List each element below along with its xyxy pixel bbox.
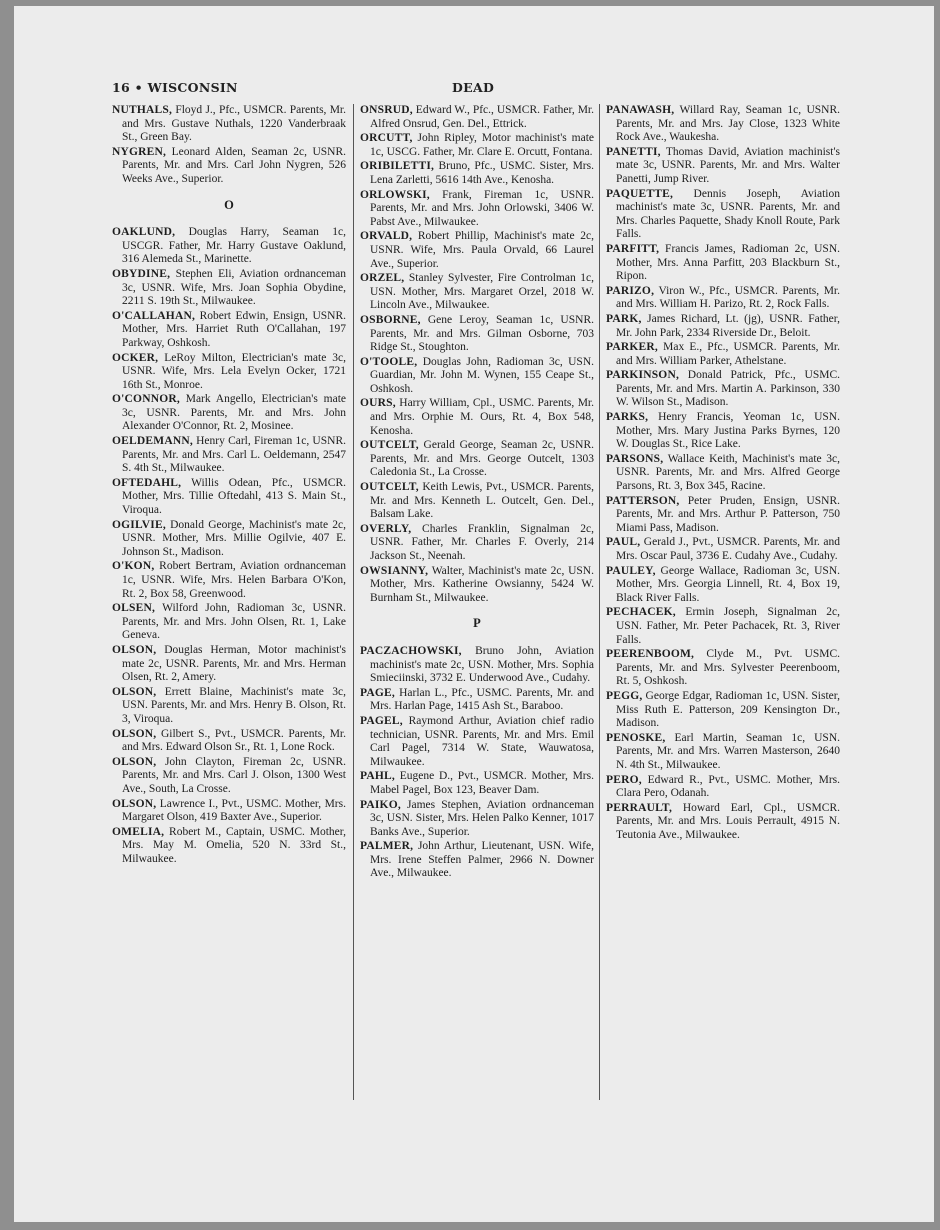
entry-details: Edward R., Pvt., USMC. Mother, Mrs. Clara Pero, Odanah.	[616, 773, 840, 800]
entry-surname: PANETTI,	[606, 145, 661, 158]
entry-details: Eugene D., Pvt., USMCR. Mother, Mrs. Mabel Pagel, Box 123, Beaver Dam.	[370, 770, 594, 796]
casualty-entry	[360, 840, 594, 881]
entry-details: Thomas David, Aviation machinist's mate 3c, USNR. Parents, Mr. and Mrs. Walter Panetti, Jump River.	[616, 145, 840, 185]
entry-details: Gilbert S., Pvt., USMCR. Parents, Mr. and Mrs. Edward Olson Sr., Rt. 1, Lone Rock.	[122, 727, 346, 754]
entry-details: George Wallace, Radioman 3c, USN. Mother, Mrs. Georgia Linnell, Rt. 4, Box 19, Black River Falls.	[616, 564, 840, 604]
entry-details: John Ripley, Motor machinist's mate 1c, USCG. Father, Mr. Clare E. Orcutt, Fontana.	[370, 132, 594, 158]
casualty-entry	[112, 826, 346, 867]
entry-details: Bruno John, Aviation machinist's mate 2c, USN. Mother, Mrs. Sophia Smieciinski, 3732 E. Underwood Ave., Cudahy.	[370, 644, 594, 685]
entry-details: Max E., Pfc., USMCR. Parents, Mr. and Mrs. William Parker, Athelstane.	[616, 341, 840, 367]
casualty-entry	[606, 648, 840, 689]
casualty-entry	[360, 160, 594, 187]
casualty-entry	[112, 686, 346, 727]
entry-surname: OLSEN,	[112, 602, 156, 615]
casualty-entry	[360, 230, 594, 271]
entry-surname: PAGEL,	[360, 714, 403, 727]
entry-surname: OMELIA,	[112, 825, 165, 838]
entry-surname: PARSONS,	[606, 452, 664, 465]
casualty-entry	[112, 798, 346, 825]
entry-details: Donald Patrick, Pfc., USMC. Parents, Mr. and Mrs. Martin A. Parkinson, 330 W. Wilson St., Madison.	[616, 369, 840, 409]
casualty-entry	[360, 356, 594, 397]
section-title: DEAD	[452, 80, 495, 95]
entry-details: LeRoy Milton, Electrician's mate 3c, USNR. Wife, Mrs. Lela Evelyn Ocker, 1721 16th St., Monroe.	[122, 351, 346, 391]
entry-details: Donald George, Machinist's mate 2c, USNR. Mother, Mrs. Millie Ogilvie, 407 E. Johnson St., Madison.	[122, 518, 346, 558]
state-name: WISCONSIN	[147, 80, 238, 95]
entry-surname: ORIBILETTI,	[360, 160, 435, 173]
casualty-entry	[606, 188, 840, 242]
entry-details: Ermin Joseph, Signalman 2c, USN. Father, Mr. Peter Pachacek, Rt. 3, River Falls.	[616, 606, 840, 646]
entry-details: George Edgar, Radioman 1c, USN. Sister, Miss Ruth E. Patterson, 209 Kensington Dr., Madison.	[616, 689, 840, 730]
entry-surname: ORCUTT,	[360, 132, 413, 145]
entry-surname: OWSIANNY,	[360, 564, 429, 577]
casualty-entry	[606, 495, 840, 536]
casualty-entry	[112, 104, 346, 145]
entry-details: John Clayton, Fireman 2c, USNR. Parents, Mr. and Mrs. Carl J. Olson, 1300 West Ave., South, La Crosse.	[122, 755, 346, 795]
page-header	[112, 80, 840, 98]
entry-surname: OAKLUND,	[112, 226, 176, 239]
casualty-entry	[112, 560, 346, 601]
entry-surname: OBYDINE,	[112, 267, 171, 280]
casualty-entry	[606, 536, 840, 563]
entry-surname: OLSON,	[112, 755, 157, 768]
entry-details: Mark Angello, Electrician's mate 3c, USNR. Parents, Mr. and Mrs. John Alexander O'Connor, Rt. 2, Mosinee.	[122, 393, 346, 433]
entry-surname: OVERLY,	[360, 522, 412, 535]
entry-surname: PARK,	[606, 312, 642, 325]
casualty-entry	[606, 565, 840, 606]
entry-details: Henry Francis, Yeoman 1c, USN. Mother, Mrs. Mary Justina Parks Byrnes, 120 W. Douglas St., Rice Lake.	[616, 411, 840, 451]
entry-details: James Stephen, Aviation ordnanceman 3c, USN. Sister, Mrs. Helen Palko Kenner, 1017 Banks Ave., Superior.	[370, 798, 594, 838]
casualty-entry	[606, 313, 840, 340]
casualty-entry	[360, 687, 594, 714]
entry-details: Stanley Sylvester, Fire Controlman 1c, USN. Mother, Mrs. Margaret Orzel, 2018 W. Lincoln Ave., Milwaukee.	[370, 272, 594, 312]
casualty-entry	[112, 393, 346, 434]
casualty-entry	[606, 341, 840, 368]
entry-surname: ORVALD,	[360, 230, 413, 243]
casualty-entry	[112, 310, 346, 351]
entry-details: Robert M., Captain, USMC. Mother, Mrs. May M. Omelia, 520 N. 33rd St., Milwaukee.	[122, 825, 346, 865]
casualty-entry	[606, 690, 840, 731]
casualty-entry	[360, 314, 594, 355]
entry-details: Gerald George, Seaman 2c, USNR. Parents, Mr. and Mrs. George Outcelt, 1303 Caledonia St., La Crosse.	[370, 439, 594, 479]
entry-details: Charles Franklin, Signalman 2c, USNR. Father, Mr. Charles F. Overly, 214 Jackson St., Neenah.	[370, 522, 594, 562]
entry-details: Edward W., Pfc., USMCR. Father, Mr. Alfred Onsrud, Gen. Del., Ettrick.	[370, 104, 594, 130]
column-1	[112, 104, 346, 867]
entry-surname: ORLOWSKI,	[360, 188, 430, 201]
casualty-entry	[112, 226, 346, 267]
casualty-entry	[360, 799, 594, 840]
casualty-entry	[606, 411, 840, 452]
entry-details: Douglas John, Radioman 3c, USN. Guardian, Mr. John M. Wynen, 155 Ceape St., Oshkosh.	[370, 355, 594, 395]
section-letter: P	[473, 616, 481, 631]
entry-surname: PARKS,	[606, 411, 649, 424]
entry-details: James Richard, Lt. (jg), USNR. Father, Mr. John Park, 2334 Riverside Dr., Beloit.	[616, 312, 840, 339]
entry-details: Raymond Arthur, Aviation chief radio technician, USNR. Parents, Mr. and Mrs. Emil Carl Pagel, 7314 W. State, Wauwatosa, Milwaukee.	[370, 714, 594, 768]
entry-details: John Arthur, Lieutenant, USN. Wife, Mrs. Irene Steffen Palmer, 2966 N. Downer Ave., Milwaukee.	[370, 840, 594, 880]
casualty-entry	[360, 715, 594, 769]
entry-details: Errett Blaine, Machinist's mate 3c, USN. Parents, Mr. and Mrs. Henry B. Olson, Rt. 3, Viroqua.	[122, 685, 346, 725]
entry-details: Earl Martin, Seaman 1c, USN. Parents, Mr. and Mrs. Warren Masterson, 2640 N. 4th St., Milwaukee.	[616, 731, 840, 771]
entry-surname: O'CALLAHAN,	[112, 309, 196, 322]
entry-surname: O'KON,	[112, 560, 155, 573]
entry-details: Wallace Keith, Machinist's mate 3c, USNR. Parents, Mr. and Mrs. Alfred George Parsons, Rt. 3, Box 345, Racine.	[616, 452, 840, 493]
entry-surname: PALMER,	[360, 840, 414, 853]
casualty-entry	[606, 732, 840, 773]
entry-surname: OURS,	[360, 397, 396, 410]
entry-details: Peter Pruden, Ensign, USNR. Parents, Mr. and Mrs. Arthur P. Patterson, 750 Miami Pass, Madison.	[616, 494, 840, 534]
casualty-entry	[360, 272, 594, 313]
column-divider	[599, 104, 600, 1100]
entry-surname: PEERENBOOM,	[606, 648, 695, 661]
casualty-entry	[360, 770, 594, 797]
casualty-entry	[606, 606, 840, 647]
entry-surname: OLSON,	[112, 685, 157, 698]
entry-surname: PATTERSON,	[606, 494, 680, 507]
entry-details: Wilford John, Radioman 3c, USNR. Parents, Mr. and Mrs. John Olsen, Rt. 1, Lake Geneva.	[122, 602, 346, 642]
entry-details: Gene Leroy, Seaman 1c, USNR. Parents, Mr. and Mrs. Gilman Osborne, 703 Ridge St., Stoughton.	[370, 313, 594, 354]
entry-surname: O'TOOLE,	[360, 355, 418, 368]
casualty-entry	[112, 756, 346, 797]
entry-surname: OGILVIE,	[112, 518, 166, 531]
casualty-entry	[360, 439, 594, 480]
entry-surname: PAGE,	[360, 686, 395, 699]
entry-surname: PERO,	[606, 773, 642, 786]
entry-details: Keith Lewis, Pvt., USMCR. Parents, Mr. and Mrs. Kenneth L. Outcelt, Gen. Del., Balsam Lake.	[370, 481, 594, 521]
entry-surname: NUTHALS,	[112, 104, 173, 116]
entry-surname: PECHACEK,	[606, 606, 676, 619]
casualty-entry	[360, 481, 594, 522]
entry-surname: PARKINSON,	[606, 369, 680, 382]
entry-surname: OLSON,	[112, 643, 157, 656]
entry-details: Robert Phillip, Machinist's mate 2c, USNR. Wife, Mrs. Paula Orvald, 66 Laurel Ave., Superior.	[370, 230, 594, 270]
casualty-entry	[606, 285, 840, 312]
entry-details: Floyd J., Pfc., USMCR. Parents, Mr. and Mrs. Gustave Nuthals, 1220 Vanderbraak St., Green Bay.	[122, 104, 346, 144]
casualty-entry	[606, 146, 840, 187]
column-divider	[353, 104, 354, 1100]
casualty-entry	[112, 519, 346, 560]
entry-surname: PAUL,	[606, 536, 641, 549]
casualty-entry	[112, 146, 346, 187]
column-3	[606, 104, 840, 843]
casualty-entry	[112, 644, 346, 685]
casualty-entry	[112, 268, 346, 309]
entry-details: Robert Edwin, Ensign, USNR. Mother, Mrs. Harriet Ruth O'Callahan, 197 Parkway, Oshkosh.	[122, 309, 346, 349]
entry-details: Willis Odean, Pfc., USMCR. Mother, Mrs. Tillie Oftedahl, 413 S. Main St., Viroqua.	[122, 476, 346, 517]
casualty-entry	[112, 477, 346, 518]
column-2	[360, 104, 594, 882]
header-bullet: •	[134, 80, 143, 95]
casualty-entry	[606, 453, 840, 494]
casualty-entry	[360, 132, 594, 159]
entry-details: Harry William, Cpl., USMC. Parents, Mr. and Mrs. Orphie M. Ours, Rt. 4, Box 548, Kenosha.	[370, 397, 594, 437]
entry-details: Douglas Harry, Seaman 1c, USCGR. Father, Mr. Harry Gustave Oaklund, 316 Alemeda St., Marinette.	[122, 226, 346, 266]
entry-surname: PAIKO,	[360, 798, 401, 811]
entry-details: Howard Earl, Cpl., USMCR. Parents, Mr. and Mrs. Louis Perrault, 4915 N. Teutonia Ave., Milwaukee.	[616, 801, 840, 841]
casualty-entry	[112, 352, 346, 393]
entry-details: Dennis Joseph, Aviation machinist's mate 3c, USNR. Parents, Mr. and Mrs. Charles Paquette, Shady Knoll Route, Park Falls.	[616, 187, 840, 241]
section-letter: O	[224, 197, 234, 212]
entry-details: Willard Ray, Seaman 1c, USNR. Parents, Mr. and Mrs. Jay Close, 1323 White Rock Ave., Waukesha.	[616, 104, 840, 144]
entry-details: Francis James, Radioman 2c, USN. Mother, Mrs. Anna Parfitt, 203 Blackburn St., Ripon.	[616, 242, 840, 283]
entry-surname: OSBORNE,	[360, 313, 421, 326]
entry-surname: PAQUETTE,	[606, 187, 674, 200]
entry-details: Douglas Herman, Motor machinist's mate 2c, USNR. Parents, Mr. and Mrs. Herman Olsen, Rt. 2, Amery.	[122, 643, 346, 684]
entry-surname: OLSON,	[112, 727, 157, 740]
casualty-entry	[606, 774, 840, 801]
entry-surname: NYGREN,	[112, 145, 167, 158]
entry-details: Gerald J., Pvt., USMCR. Parents, Mr. and Mrs. Oscar Paul, 3736 E. Cudahy Ave., Cudahy.	[616, 536, 840, 562]
entry-surname: ORZEL,	[360, 272, 405, 285]
entry-surname: O'CONNOR,	[112, 393, 180, 406]
entry-surname: PEGG,	[606, 689, 643, 702]
entry-details: Clyde M., Pvt. USMC. Parents, Mr. and Mrs. Sylvester Peerenboom, Rt. 5, Oshkosh.	[616, 648, 840, 688]
casualty-entry	[360, 397, 594, 438]
entry-surname: PANAWASH,	[606, 104, 675, 116]
casualty-entry	[112, 435, 346, 476]
entry-details: Viron W., Pfc., USMCR. Parents, Mr. and Mrs. William H. Parizo, Rt. 2, Rock Falls.	[616, 284, 840, 311]
entry-details: Robert Bertram, Aviation ordnanceman 1c, USNR. Wife, Mrs. Helen Barbara O'Kon, Rt. 2, Box 58, Greenwood.	[122, 560, 346, 600]
entry-details: Bruno, Pfc., USMC. Sister, Mrs. Lena Zarletti, 5616 14th Ave., Kenosha.	[370, 160, 594, 186]
entry-surname: PAULEY,	[606, 564, 656, 577]
entry-details: Walter, Machinist's mate 2c, USN. Mother, Mrs. Katherine Owsianny, 5424 W. Burnham St., Milwaukee.	[370, 564, 594, 604]
casualty-entry	[606, 243, 840, 284]
casualty-entry	[360, 645, 594, 686]
entry-details: Lawrence I., Pvt., USMC. Mother, Mrs. Margaret Olson, 419 Baxter Ave., Superior.	[122, 797, 346, 824]
entry-surname: OFTEDAHL,	[112, 476, 182, 489]
entry-surname: PARKER,	[606, 341, 658, 354]
entry-surname: PARIZO,	[606, 284, 655, 297]
casualty-entry	[360, 523, 594, 564]
casualty-entry	[606, 369, 840, 410]
entry-surname: OUTCELT,	[360, 481, 419, 494]
casualty-entry	[360, 565, 594, 606]
entry-surname: OCKER,	[112, 351, 159, 364]
casualty-entry	[112, 728, 346, 755]
entry-surname: PERRAULT,	[606, 801, 673, 814]
entry-details: Stephen Eli, Aviation ordnanceman 3c, USNR. Wife, Mrs. Joan Sophia Obydine, 2211 S. 19th St., Milwaukee.	[122, 267, 346, 308]
entry-details: Henry Carl, Fireman 1c, USNR. Parents, Mr. and Mrs. Carl L. Oeldemann, 2547 S. 4th St., Milwaukee.	[122, 435, 346, 475]
entry-surname: PENOSKE,	[606, 731, 666, 744]
casualty-entry	[360, 189, 594, 230]
entry-surname: ONSRUD,	[360, 104, 413, 116]
casualty-entry	[606, 104, 840, 145]
entry-surname: OELDEMANN,	[112, 435, 193, 448]
casualty-entry	[360, 104, 594, 131]
entry-surname: PACZACHOWSKI,	[360, 644, 462, 657]
entry-surname: PAHL,	[360, 770, 395, 783]
header-left	[112, 80, 238, 95]
casualty-entry	[606, 802, 840, 843]
entry-surname: OUTCELT,	[360, 439, 419, 452]
entry-details: Harlan L., Pfc., USMC. Parents, Mr. and Mrs. Harlan Page, 1415 Ash St., Baraboo.	[370, 686, 594, 713]
entry-surname: PARFITT,	[606, 242, 660, 255]
entry-details: Leonard Alden, Seaman 2c, USNR. Parents, Mr. and Mrs. Carl John Nygren, 526 Weeks Ave., Superior.	[122, 145, 346, 185]
entry-surname: OLSON,	[112, 797, 157, 810]
entry-details: Frank, Fireman 1c, USNR. Parents, Mr. and Mrs. John Orlowski, 3406 W. Pabst Ave., Milwaukee.	[370, 188, 594, 228]
casualty-entry	[112, 602, 346, 643]
page-number: 16	[112, 80, 130, 95]
